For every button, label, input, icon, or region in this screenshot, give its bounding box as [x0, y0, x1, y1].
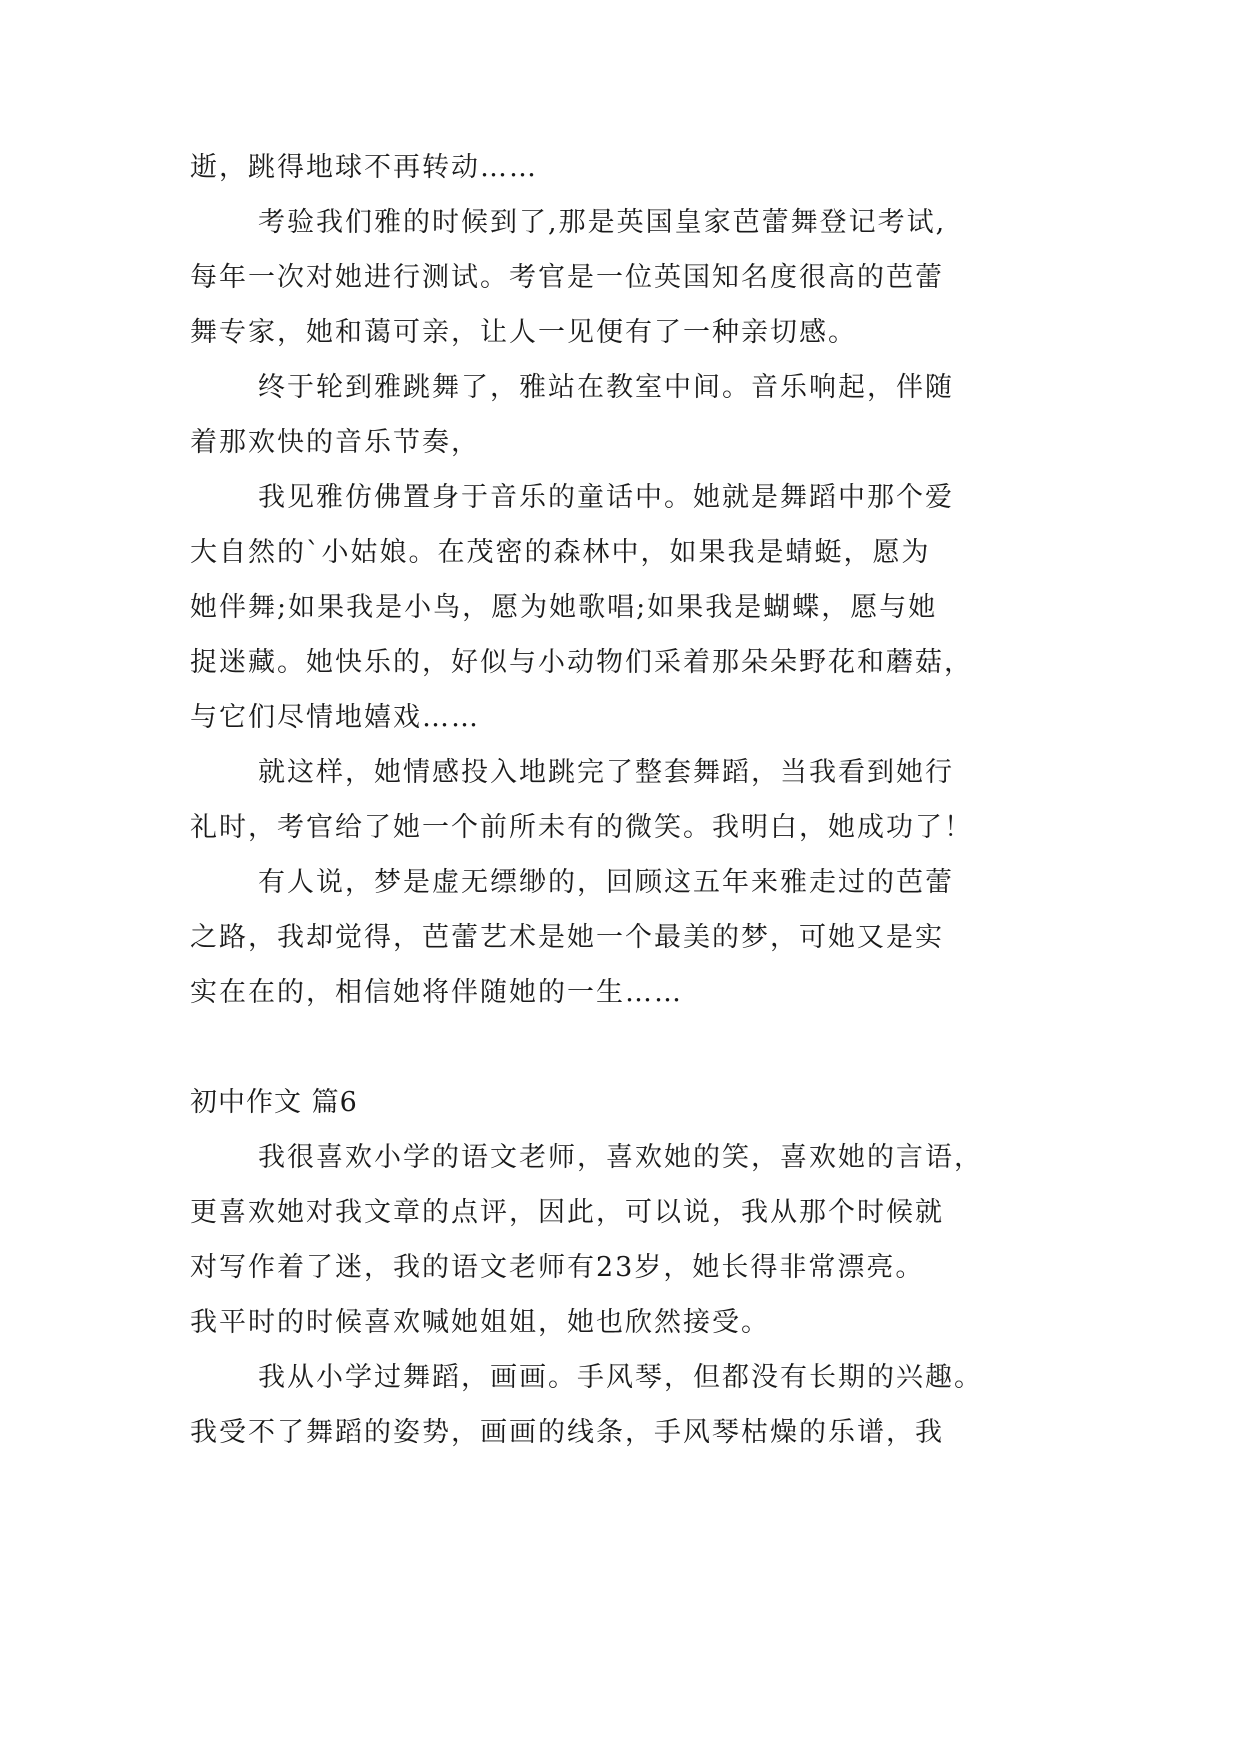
text-line: 她伴舞;如果我是小鸟，愿为她歌唱;如果我是蝴蝶，愿与她 [190, 592, 938, 623]
text-line: 舞专家，她和蔼可亲，让人一见便有了一种亲切感。 [190, 317, 857, 348]
paragraph-start: 就这样，她情感投入地跳完了整套舞蹈，当我看到她行 [258, 757, 954, 788]
paragraph-start: 我见雅仿佛置身于音乐的童话中。她就是舞蹈中那个爱 [258, 482, 954, 513]
text-line: 更喜欢她对我文章的点评，因此，可以说，我从那个时候就 [190, 1197, 944, 1228]
text-line: 逝，跳得地球不再转动…… [190, 152, 538, 183]
text-line: 着那欢快的音乐节奏， [190, 427, 480, 458]
paragraph-start: 我从小学过舞蹈，画画。手风琴，但都没有长期的兴趣。 [258, 1362, 983, 1393]
text-line: 实在在的，相信她将伴随她的一生…… [190, 977, 683, 1008]
text-line: 之路，我却觉得，芭蕾艺术是她一个最美的梦，可她又是实 [190, 922, 944, 953]
text-line: 捉迷藏。她快乐的，好似与小动物们采着那朵朵野花和蘑菇， [190, 647, 973, 678]
text-line: 我受不了舞蹈的姿势，画画的线条，手风琴枯燥的乐谱，我 [190, 1417, 944, 1448]
text-line: 对写作着了迷，我的语文老师有23岁，她长得非常漂亮。 [190, 1252, 925, 1283]
section-heading: 初中作文 篇6 [190, 1087, 358, 1118]
text-line: 与它们尽情地嬉戏…… [190, 702, 480, 733]
text-line: 礼时，考官给了她一个前所未有的微笑。我明白，她成功了！ [190, 812, 973, 843]
text-line: 大自然的`小姑娘。在茂密的森林中，如果我是蜻蜓，愿为 [190, 537, 931, 568]
text-line: 每年一次对她进行测试。考官是一位英国知名度很高的芭蕾 [190, 262, 944, 293]
text-line: 我平时的时候喜欢喊她姐姐，她也欣然接受。 [190, 1307, 770, 1338]
paragraph-start: 有人说，梦是虚无缥缈的，回顾这五年来雅走过的芭蕾 [258, 867, 954, 898]
paragraph-start: 考验我们雅的时候到了,那是英国皇家芭蕾舞登记考试, [258, 207, 947, 238]
paragraph-start: 终于轮到雅跳舞了，雅站在教室中间。音乐响起，伴随 [258, 372, 954, 403]
paragraph-start: 我很喜欢小学的语文老师，喜欢她的笑，喜欢她的言语， [258, 1142, 983, 1173]
